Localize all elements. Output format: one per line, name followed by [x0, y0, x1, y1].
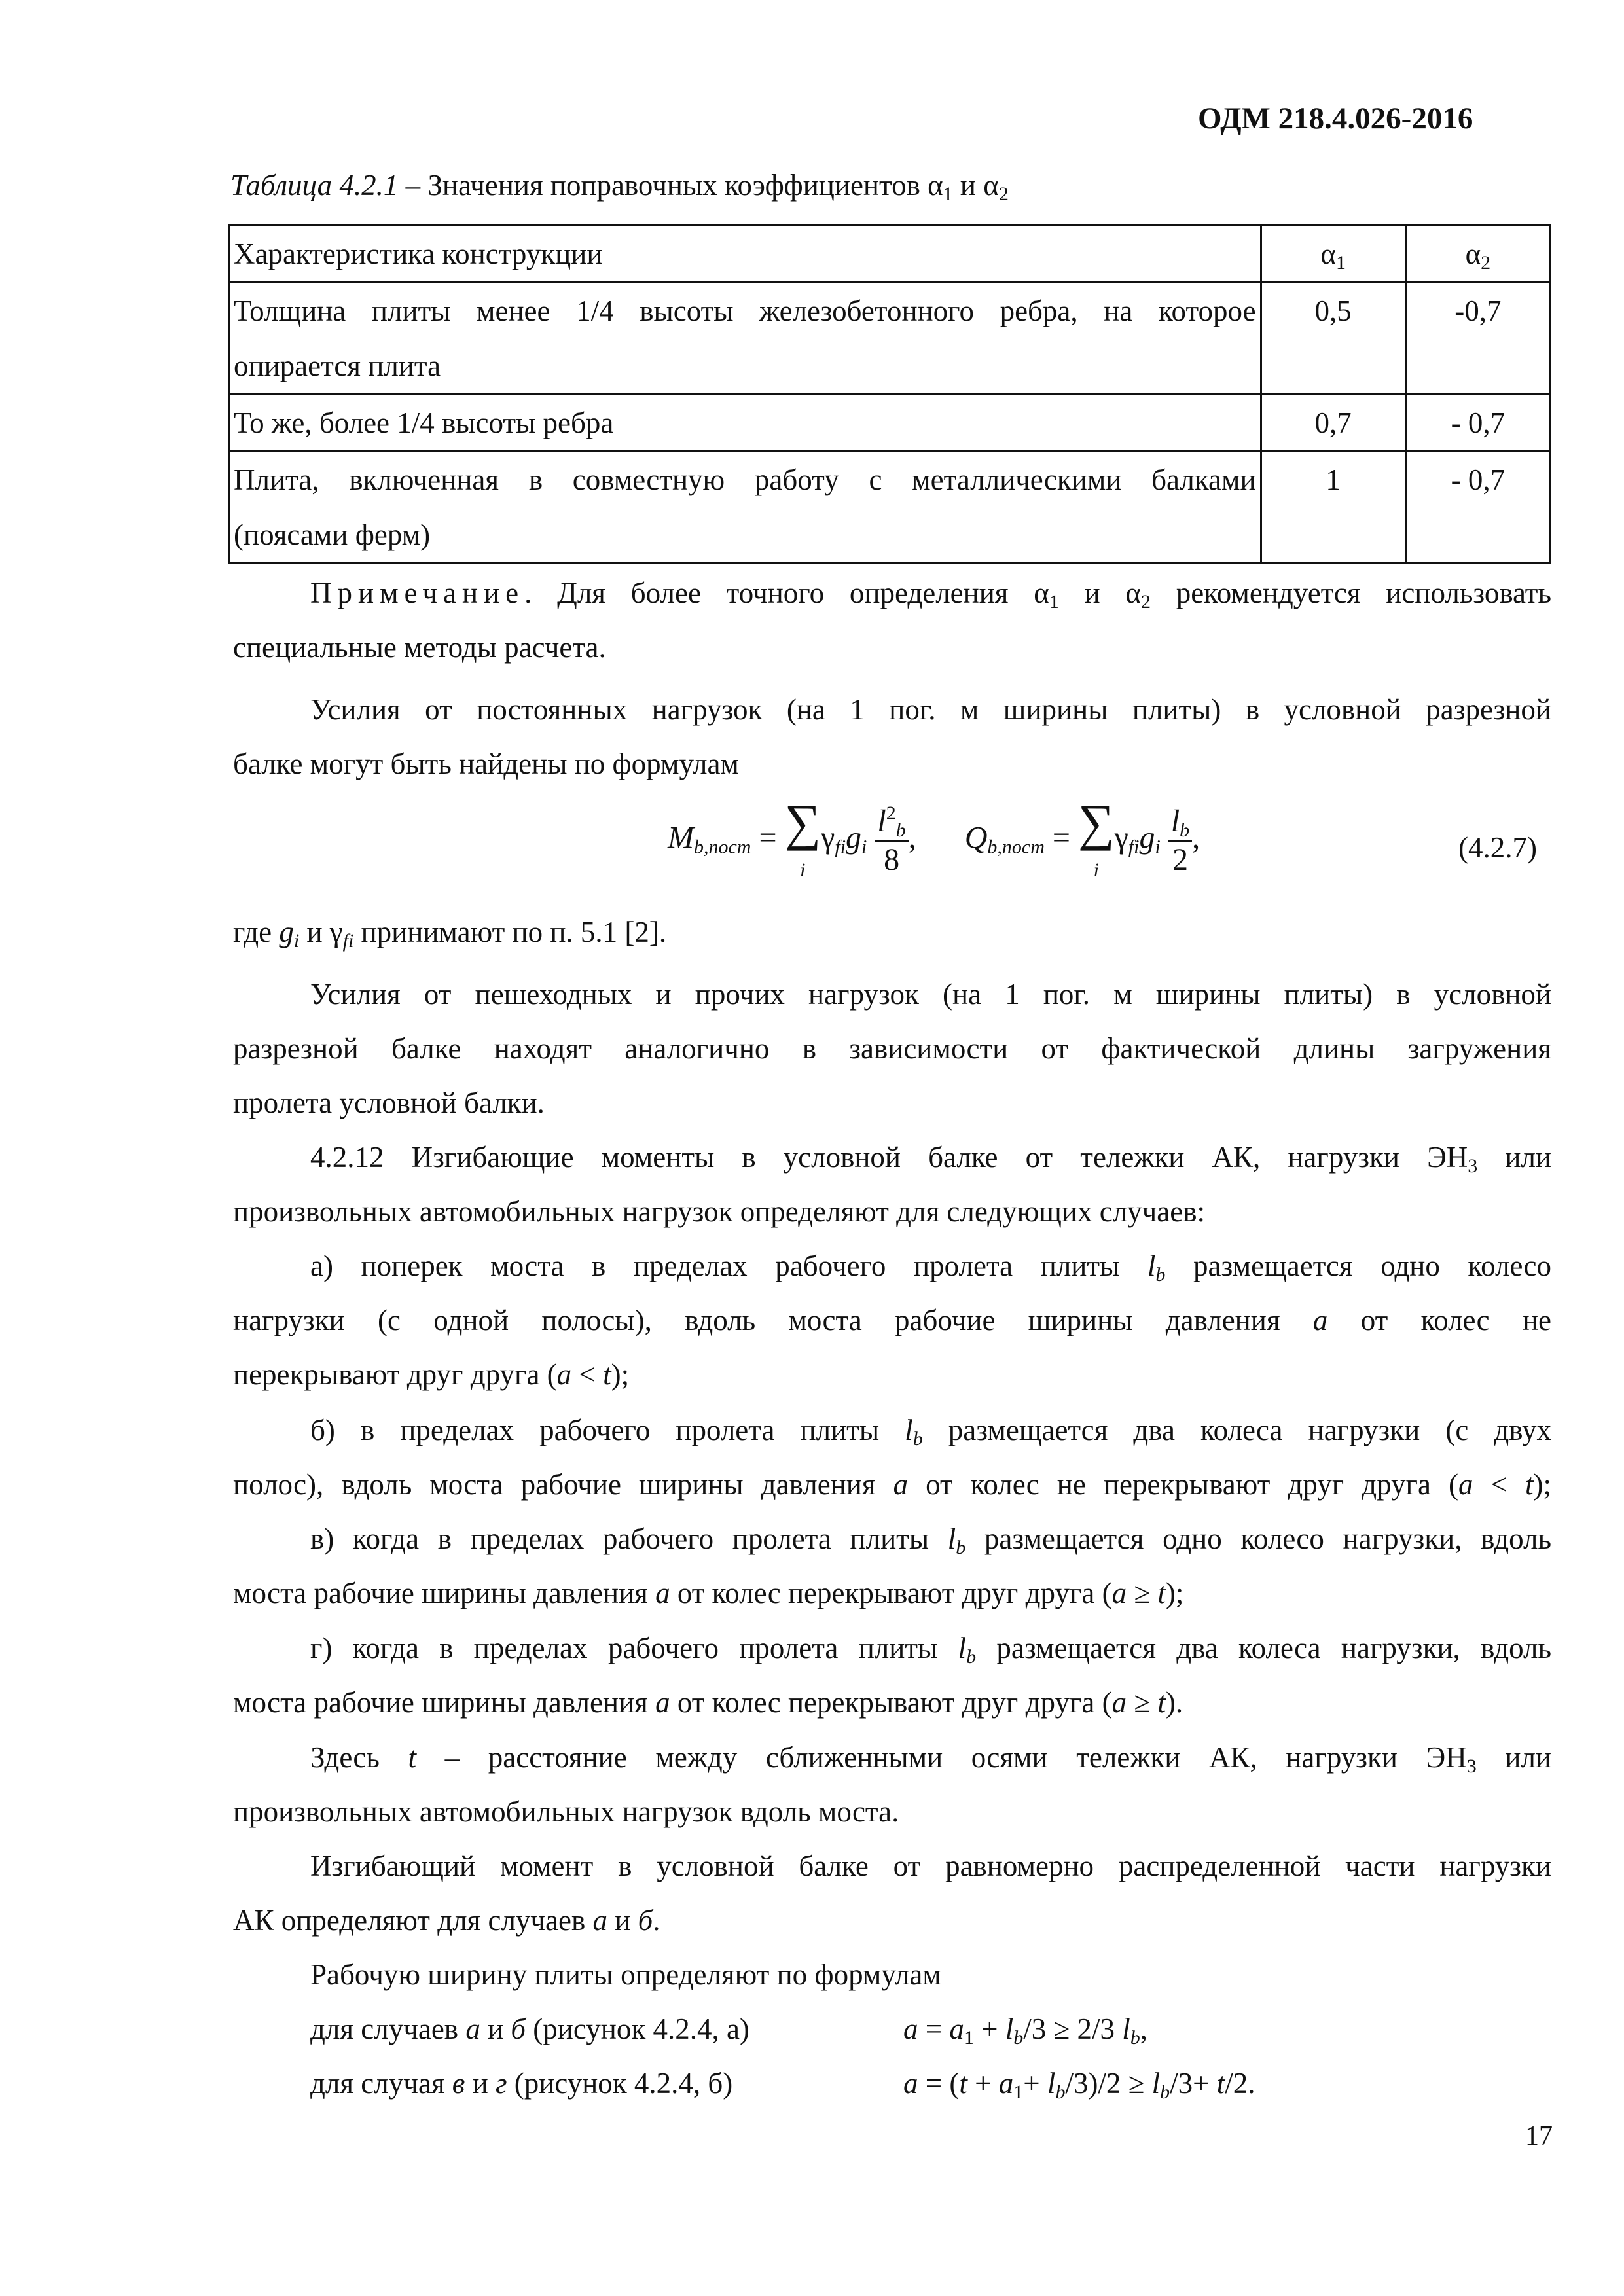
table-row — [229, 395, 1551, 452]
page-number: 17 — [1525, 2121, 1553, 2151]
a-symbol: a — [655, 1577, 670, 1609]
table-caption-label: Таблица 4.2.1 — [230, 169, 399, 202]
where-text: и γ — [299, 916, 343, 948]
row-text-line: (поясами ферм) — [234, 518, 431, 551]
t-symbol: t — [1157, 1686, 1166, 1719]
t-symbol: t — [1525, 1468, 1534, 1501]
text-span: , — [1140, 2013, 1148, 2045]
t-symbol: t — [959, 2067, 967, 2100]
gamma-sub: fi — [1128, 836, 1140, 858]
text-span: /3 ≥ 2/3 — [1023, 2013, 1123, 2045]
table-caption-text: – Значения поправочных коэффициентов α — [398, 169, 943, 202]
lb-sub: b — [1180, 819, 1190, 841]
paragraph-line: балке могут быть найдены по формулам — [233, 747, 739, 780]
row-alpha2: - 0,7 — [1405, 452, 1550, 564]
formula-ab-label — [310, 2011, 749, 2047]
text-span: от колес перекрывают друг друга ( — [670, 1686, 1112, 1719]
lb-symbol: l — [1122, 2013, 1130, 2045]
text-span: и — [607, 1904, 638, 1937]
document-code: ОДМ 218.4.026-2016 — [1198, 101, 1473, 135]
lb-sup: 2 — [886, 802, 896, 824]
text-span: = — [918, 2013, 950, 2045]
text-span: или — [1476, 1741, 1551, 1774]
case-letter: б — [511, 2013, 526, 2045]
equals: = — [751, 820, 785, 855]
lb-symbol: l — [958, 1632, 967, 1664]
text-span: б) в пределах рабочего пролета плиты — [310, 1414, 905, 1446]
alpha1-symbol: α — [1320, 238, 1336, 270]
text-span: – расстояние между сближенными осями тележки АК, нагрузки ЭН — [416, 1741, 1467, 1774]
text-span: полос), вдоль моста рабочие ширины давления — [233, 1468, 893, 1501]
note-text: . Для более точного определения α — [524, 577, 1049, 609]
note-line-1 — [310, 575, 1551, 611]
gamma-symbol: γ — [1114, 820, 1128, 855]
g-sub: i — [293, 930, 300, 952]
lb-sub: b — [895, 819, 906, 841]
a-symbol: a — [655, 1686, 670, 1719]
lb-sub: b — [1013, 2027, 1024, 2049]
case-v-line-1 — [310, 1521, 1551, 1556]
gamma-sub: fi — [835, 836, 846, 858]
text-span: = ( — [918, 2067, 960, 2100]
text-span: а) поперек моста в пределах рабочего пролета плиты — [310, 1249, 1147, 1282]
table-row — [229, 283, 1551, 395]
caption-sub2: 2 — [998, 183, 1009, 205]
text-span: . — [653, 1904, 660, 1937]
paragraph-line — [233, 1903, 660, 1938]
operator: ≥ — [1127, 1686, 1158, 1719]
a1-symbol: a — [949, 2013, 964, 2045]
text-span: в) когда в пределах рабочего пролета плиты — [310, 1522, 948, 1555]
case-b-line-1 — [310, 1412, 1551, 1448]
lb-symbol: l — [947, 1522, 956, 1555]
text-span: или — [1477, 1141, 1551, 1174]
header-alpha2 — [1405, 226, 1550, 283]
g-sub: i — [861, 836, 867, 858]
case-a-line-1 — [310, 1248, 1551, 1283]
row-characteristic — [229, 452, 1261, 564]
sum-block — [784, 794, 821, 884]
sum-symbol: ∑ — [1077, 794, 1115, 851]
paragraph-line: пролета условной балки. — [233, 1086, 545, 1119]
text-span: моста рабочие ширины давления — [233, 1686, 656, 1719]
case-letter: б — [638, 1904, 653, 1937]
text-span: перекрывают друг друга ( — [233, 1358, 557, 1391]
where-line — [233, 914, 666, 950]
text-span: ); — [1533, 1468, 1551, 1501]
header-characteristic: Характеристика конструкции — [229, 226, 1261, 283]
fraction-numerator — [875, 803, 908, 842]
fraction-lb-over-2 — [1168, 803, 1192, 878]
text-span: + — [967, 2067, 999, 2100]
text-span: и — [465, 2067, 496, 2100]
case-letter: в — [452, 2067, 465, 2100]
row-text-line: опирается плита — [234, 350, 441, 382]
t-symbol: t — [408, 1741, 417, 1774]
operator: < — [571, 1358, 604, 1391]
where-text: где — [233, 916, 280, 948]
lb-symbol: l — [1147, 1249, 1156, 1282]
case-letter: а — [592, 1904, 607, 1937]
moment-symbol: M — [668, 820, 694, 855]
en3-sub: 3 — [1466, 1755, 1477, 1777]
paragraph-line: произвольных автомобильных нагрузок вдоль моста. — [233, 1795, 899, 1828]
sum-index: i — [1093, 859, 1099, 881]
text-span: от колес не — [1327, 1304, 1552, 1336]
coefficients-table — [228, 224, 1551, 564]
text-span: ); — [1165, 1577, 1184, 1609]
a-symbol: a — [903, 2013, 918, 2045]
a1-sub: 1 — [1013, 2081, 1024, 2103]
row-alpha1: 0,7 — [1261, 395, 1405, 452]
text-span: (рисунок 4.2.4, а) — [526, 2013, 749, 2045]
text-span: размещается одно колесо нагрузки, вдоль — [965, 1522, 1552, 1555]
paragraph-line: произвольных автомобильных нагрузок определяют для следующих случаев: — [233, 1195, 1205, 1228]
row-alpha2: -0,7 — [1405, 283, 1550, 395]
lb-sub: b — [1130, 2027, 1140, 2049]
note-text-end: рекомендуется использовать — [1150, 577, 1551, 609]
sum-index: i — [800, 859, 806, 881]
lb-symbol: l — [1047, 2067, 1056, 2100]
formula-vg-label — [310, 2066, 732, 2101]
comma: , — [1192, 820, 1200, 855]
a-symbol: a — [893, 1468, 909, 1501]
note-sub1: 1 — [1049, 591, 1059, 613]
lb-symbol: l — [905, 1414, 913, 1446]
alpha2-symbol: α — [1465, 238, 1481, 270]
t-symbol: t — [1216, 2067, 1225, 2100]
row-alpha1: 1 — [1261, 452, 1405, 564]
a1-symbol: a — [998, 2067, 1014, 2100]
formula-4-2-7 — [668, 794, 1200, 884]
text-span: ). — [1165, 1686, 1183, 1719]
note-line-2: специальные методы расчета. — [233, 631, 606, 664]
text-span: /3+ — [1170, 2067, 1217, 2100]
gamma-symbol: γ — [821, 820, 835, 855]
row-alpha2: - 0,7 — [1405, 395, 1550, 452]
paragraph-line: разрезной балке находят аналогично в зависимости от фактической длины загружения — [233, 1032, 1551, 1065]
text-span: АК определяют для случаев — [233, 1904, 593, 1937]
caption-sub1: 1 — [943, 183, 953, 205]
text-span: нагрузки (с одной полосы), вдоль моста рабочие ширины давления — [233, 1304, 1313, 1336]
g-sub: i — [1155, 836, 1161, 858]
paragraph-line: Изгибающий момент в условной балке от равномерно распределенной части нагрузки — [310, 1850, 1551, 1882]
g-symbol: g — [279, 916, 294, 948]
fraction-lb2-over-8 — [875, 803, 908, 878]
note-and: и α — [1058, 577, 1141, 609]
text-span: + — [1023, 2067, 1047, 2100]
g-symbol: g — [1139, 820, 1155, 855]
where-text: принимают по п. 5.1 [2]. — [353, 916, 667, 948]
a-symbol: a — [556, 1358, 572, 1391]
case-a-line-2 — [233, 1302, 1551, 1338]
operator: ≥ — [1127, 1577, 1158, 1609]
fraction-denominator: 2 — [1172, 842, 1188, 877]
case-letter: а — [465, 2013, 480, 2045]
paragraph-line — [310, 1139, 1551, 1175]
text-span: моста рабочие ширины давления — [233, 1577, 656, 1609]
alpha2-sub: 2 — [1481, 252, 1491, 274]
case-v-line-2 — [233, 1575, 1183, 1611]
caption-and: и α — [952, 169, 999, 202]
text-span: 4.2.12 Изгибающие моменты в условной балке от тележки АК, нагрузки ЭН — [310, 1141, 1468, 1174]
text-span: от колес не перекрывают друг друга ( — [908, 1468, 1458, 1501]
lb-sub: b — [956, 1537, 966, 1558]
a-symbol: a — [1111, 1577, 1127, 1609]
row-text-line: Толщина плиты менее 1/4 высоты железобетонного ребра, на которое — [234, 295, 1256, 327]
text-span: для случая — [310, 2067, 452, 2100]
alpha1-sub: 1 — [1335, 252, 1346, 274]
text-span: /2. — [1225, 2067, 1255, 2100]
lb-symbol: l — [1005, 2013, 1014, 2045]
t-symbol: t — [603, 1358, 611, 1391]
paragraph-line: Рабочую ширину плиты определяют по формулам — [310, 1958, 941, 1991]
sum-block — [1077, 794, 1115, 884]
row-characteristic — [229, 283, 1261, 395]
t-symbol: t — [1157, 1577, 1166, 1609]
moment-sub: b,пост — [693, 836, 751, 858]
lb-symbol: l — [1170, 804, 1180, 838]
en3-sub: 3 — [1468, 1155, 1478, 1177]
text-span: + — [973, 2013, 1005, 2045]
case-letter: г — [495, 2067, 507, 2100]
row-text-line: Плита, включенная в совместную работу с металлическими балками — [234, 463, 1256, 496]
g-symbol: g — [846, 820, 862, 855]
text-span: от колес перекрывают друг друга ( — [670, 1577, 1112, 1609]
paragraph-line: Усилия от пешеходных и прочих нагрузок (на 1 пог. м ширины плиты) в условной — [310, 978, 1551, 1011]
shear-sub: b,пост — [987, 836, 1045, 858]
lb-sub: b — [1055, 2081, 1066, 2103]
a-symbol: a — [1111, 1686, 1127, 1719]
lb-sub: b — [1160, 2081, 1170, 2103]
table-caption — [230, 168, 1009, 203]
text-span: размещается два колеса нагрузки (с двух — [922, 1414, 1551, 1446]
a1-sub: 1 — [964, 2027, 974, 2049]
row-characteristic: То же, более 1/4 высоты ребра — [229, 395, 1261, 452]
sum-symbol: ∑ — [784, 794, 821, 851]
equals: = — [1044, 820, 1078, 855]
lb-symbol: l — [1151, 2067, 1161, 2100]
fraction-denominator: 8 — [884, 842, 900, 877]
paragraph-line — [310, 1740, 1551, 1775]
a-symbol: a — [903, 2067, 918, 2100]
table-header-row — [229, 226, 1551, 283]
formula-number: (4.2.7) — [1458, 831, 1537, 864]
text-span: размещается одно колесо — [1165, 1249, 1552, 1282]
a-symbol: a — [1458, 1468, 1473, 1501]
formula-vg-expression — [903, 2066, 1255, 2101]
row-alpha1: 0,5 — [1261, 283, 1405, 395]
case-g-line-2 — [233, 1685, 1183, 1720]
lb-sub: b — [912, 1428, 923, 1450]
comma: , — [908, 820, 916, 855]
case-b-line-2 — [233, 1467, 1551, 1502]
case-g-line-1 — [310, 1630, 1551, 1666]
text-span: Здесь — [310, 1741, 408, 1774]
text-span: ); — [611, 1358, 630, 1391]
text-span: для случаев — [310, 2013, 466, 2045]
header-alpha1 — [1261, 226, 1405, 283]
a-symbol: a — [1312, 1304, 1328, 1336]
shear-symbol: Q — [964, 820, 988, 855]
lb-symbol: l — [877, 804, 886, 838]
text-span: размещается два колеса нагрузки, вдоль — [976, 1632, 1551, 1664]
note-sub2: 2 — [1140, 591, 1151, 613]
fraction-numerator — [1168, 803, 1192, 842]
case-a-line-3 — [233, 1357, 629, 1392]
paragraph-line: Усилия от постоянных нагрузок (на 1 пог. м ширины плиты) в условной разрезной — [310, 693, 1551, 726]
operator: < — [1473, 1468, 1525, 1501]
table-row — [229, 452, 1551, 564]
note-label: Примечание — [310, 577, 525, 609]
formula-ab-expression — [903, 2011, 1147, 2047]
gamma-sub: fi — [342, 930, 354, 952]
text-span: г) когда в пределах рабочего пролета плиты — [310, 1632, 958, 1664]
text-span: и — [480, 2013, 511, 2045]
lb-sub: b — [966, 1646, 977, 1668]
lb-sub: b — [1155, 1264, 1166, 1285]
text-span: (рисунок 4.2.4, б) — [507, 2067, 733, 2100]
text-span: /3)/2 ≥ — [1065, 2067, 1152, 2100]
